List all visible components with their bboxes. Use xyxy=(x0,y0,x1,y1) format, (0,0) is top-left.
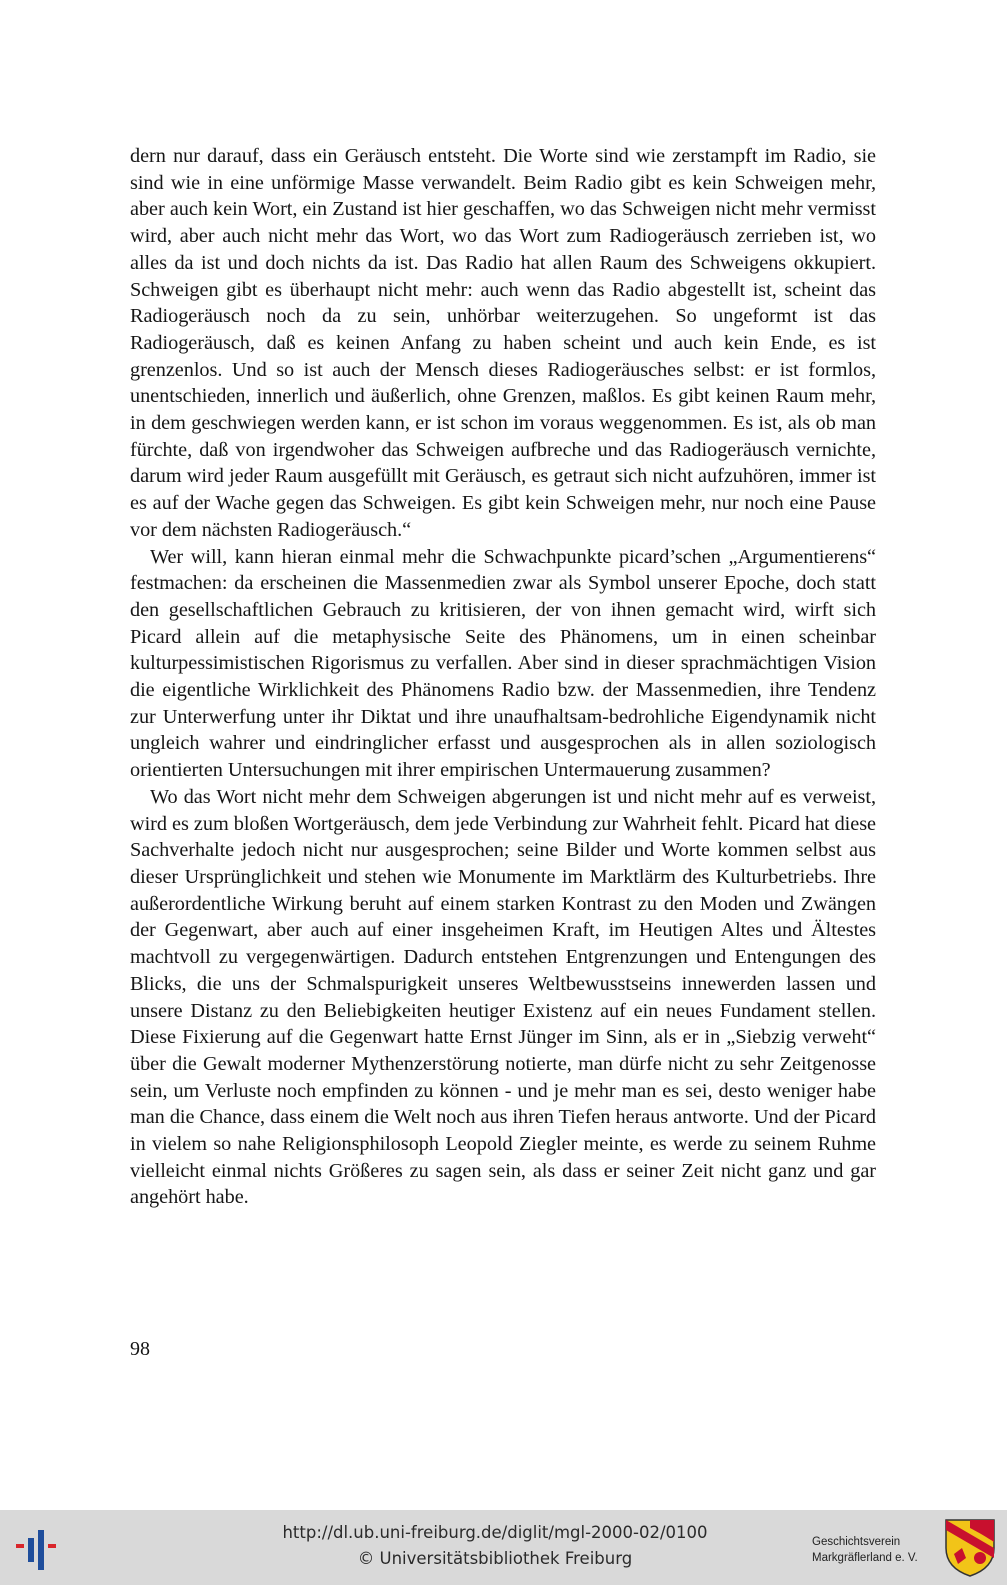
footer-bar xyxy=(0,1510,1007,1585)
footer-center xyxy=(220,1520,770,1572)
footer-url-link[interactable]: http://dl.ub.uni-freiburg.de/diglit/mgl-2000-02/0100 xyxy=(282,1523,708,1542)
page-body xyxy=(130,143,876,1211)
paragraph-2: Wer will, kann hieran einmal mehr die Schwachpunkte picard’schen „Argumentierens“ festmachen: da erscheinen die Massenmedien zwar als Symbol unserer Epoche, doch statt den gesellschaftlichen Gebrauch zu kritisieren, der von ihnen gemacht wird, wirft sich Picard allein auf die metaphysische Seite des Phänomens, um in einen scheinbar kulturpessimistischen Rigorismus zu verfallen. Aber sind in dieser sprachmächtigen Vision die eigentliche Wirklichkeit des Phänomens Radio bzw. der Massenmedien, ihre Tendenz zur Unterwerfung unter ihr Diktat und ihre unaufhaltsam-bedrohliche Eigendynamik nicht ungleich wahrer und eindringlicher erfasst und ausgesprochen als in allen soziologisch orientierten Untersuchungen mit ihrer empirischen Untermauerung zusammen? xyxy=(130,545,876,782)
library-logo-icon xyxy=(14,1524,66,1572)
paragraph-3: Wo das Wort nicht mehr dem Schweigen abgerungen ist und nicht mehr auf es verweist, wird es zum bloßen Wortgeräusch, dem jede Verbindung zur Wahrheit fehlt. Picard hat diese Sachverhalte jedoch nicht nur ausgesprochen; seine Bilder und Worte kommen selbst aus dieser Ursprünglichkeit und stehen wie Monumente im Marktlärm des Kulturbetriebs. Ihre außerordentliche Wirkung beruht auf einem starken Kontrast zu den Moden und Zwängen der Gegenwart, aber auch auf einer insgeheimen Kraft, im Heutigen Altes und Ältestes machtvoll zu vergegenwärtigen. Dadurch entstehen Entgrenzungen und Entengungen des Blicks, die uns der Schmalspurigkeit unseres Weltbewusstseins innewerden lassen und unsere Distanz zu den Beliebigkeiten heutiger Existenz auf ein neues Fundament stellen. Diese Fixierung auf die Gegenwart hatte Ernst Jünger im Sinn, als er in „Siebzig verweht“ über die Gewalt moderner Mythenzerstörung notierte, man dürfe nicht zu sehr Zeitgenosse sein, um Verluste noch empfinden zu können - und je mehr man es sei, desto weniger habe man die Chance, dass einem die Welt noch aus ihren Tiefen heraus antworte. Und der Picard in vielem so nahe Religionsphilosoph Leopold Ziegler meinte, es werde zu seinem Ruhme vielleicht einmal nichts Größeres zu sagen sein, als dass er seiner Zeit nicht ganz und gar angehört habe. xyxy=(130,785,876,1209)
society-line-1: Geschichtsverein xyxy=(812,1536,901,1548)
paragraph-1: dern nur darauf, dass ein Geräusch entsteht. Die Worte sind wie zerstampft im Radio, sie sind wie in eine unförmige Masse verwandelt. Beim Radio gibt es kein Schweigen mehr, aber auch kein Wort, ein Zustand ist hier geschaffen, wo das Schweigen nicht mehr vermisst wird, aber auch nicht mehr das Wort, wo das Wort zum Radiogeräusch zerrieben ist, wo alles da ist und doch nichts da ist. Das Radio hat allen Raum des Schweigens okkupiert. Schweigen gibt es überhaupt nicht mehr: auch wenn das Radio abgestellt ist, scheint das Radiogeräusch noch da zu sein, unhörbar weiterzugehen. So ungeformt ist das Radiogeräusch, daß es keinen Anfang zu haben scheint und auch kein Ende, es ist grenzenlos. Und so ist auch der Mensch dieses Radiogeräusches selbst: er ist formlos, unentschieden, innerlich und äußerlich, ohne Grenzen, maßlos. Es gibt keinen Raum mehr, in dem geschwiegen werden kann, er ist schon im voraus weggenommen. Es ist, als ob man fürchte, daß von irgendwoher das Schweigen aufbreche und das Radiogeräusch vernichte, darum wird jeder Raum ausgefüllt mit Geräusch, es getraut sich nicht aufzuhören, immer ist es auf der Wache gegen das Schweigen. Es gibt kein Schweigen mehr, nur noch eine Pause vor dem nächsten Radiogeräusch.“ xyxy=(130,145,876,541)
footer-copyright: © Universitätsbibliothek Freiburg xyxy=(357,1549,633,1568)
society-line-2: Markgräflerland e. V. xyxy=(812,1552,918,1564)
coat-of-arms-icon xyxy=(944,1518,996,1578)
society-name xyxy=(812,1534,932,1566)
page-number: 98 xyxy=(130,1338,150,1360)
